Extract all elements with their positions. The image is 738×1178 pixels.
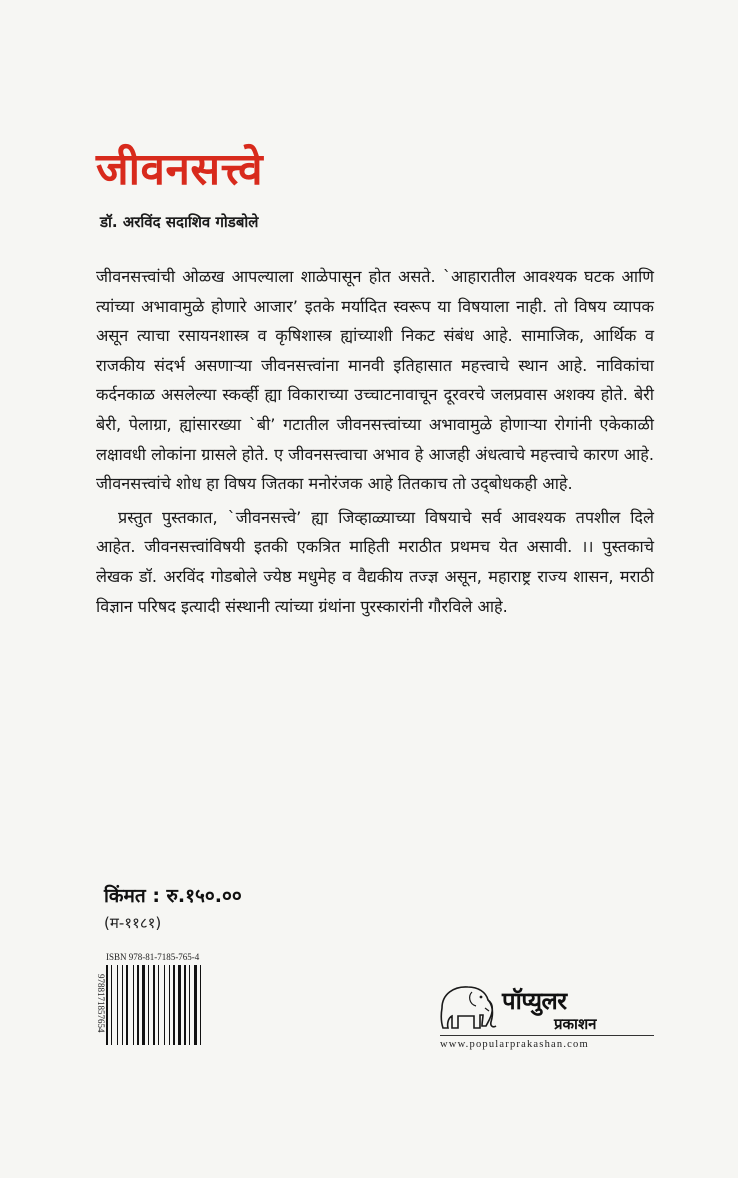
blurb-paragraph-1: जीवनसत्त्वांची ओळख आपल्याला शाळेपासून होत असते. `आहारातील आवश्यक घटक आणि त्यांच्या अभावामुळे होणारे आजार’ इतके मर्यादित स्वरूप या विषयाला नाही. तो विषय व्यापक असून त्याचा रसायनशास्त्र व कृषिशास्त्र ह्यांच्याशी निकट संबंध आहे. सामाजिक, आर्थिक व राजकीय संदर्भ असणाऱ्या जीवनसत्त्वांना मानवी इतिहासात महत्त्वाचे स्थान आहे. नाविकांचा कर्दनकाळ असलेल्या स्कर्व्ही ह्या विकाराच्या उच्चाटनावाचून दूरवरचे जलप्रवास अशक्य होते. बेरी बेरी, पेलाग्रा, ह्यांसारख्या `बी’ गटातील जीवनसत्त्वांच्या अभावामुळे होणाऱ्या रोगांनी एकेकाळी लक्षावधी लोकांना ग्रासले होते. ए जीवनसत्त्वाचा अभाव हे आजही अंधत्वाचे महत्त्वाचे कारण आहे. जीवनसत्त्वांचे शोध हा विषय जितका मनोरंजक आहे तितकाच तो उद्‌बोधकही आहे. [96, 267, 654, 494]
barcode-bar [129, 965, 132, 1045]
elephant-icon [436, 978, 498, 1034]
barcode-bar [150, 965, 152, 1045]
barcode-bar [122, 965, 123, 1045]
barcode [96, 952, 226, 1060]
barcode-bar [133, 965, 134, 1045]
barcode-bar [178, 965, 181, 1045]
blurb [96, 262, 654, 621]
barcode-bar [148, 965, 149, 1045]
barcode-bar [111, 965, 112, 1045]
barcode-bar [135, 965, 136, 1045]
isbn-text: ISBN 978-81-7185-765-4 [106, 952, 200, 962]
author-name: डॉ. अरविंद सदाशिव गोडबोले [100, 213, 259, 231]
barcode-bar [117, 965, 118, 1045]
barcode-bar [124, 965, 125, 1045]
publisher-name: पॉप्युलर [502, 987, 567, 1015]
publisher-logo [436, 978, 656, 1056]
barcode-bar [169, 965, 170, 1045]
barcode-bar [173, 965, 175, 1045]
barcode-bar [126, 965, 128, 1045]
barcode-bar [153, 965, 155, 1045]
barcode-bar [106, 965, 108, 1045]
barcode-bar [189, 965, 190, 1045]
barcode-bar [187, 965, 188, 1045]
barcode-bar [146, 965, 147, 1045]
barcode-bar [109, 965, 110, 1045]
barcode-bar [176, 965, 177, 1045]
price-label: किंमत : रु.१५०.०० [104, 885, 242, 907]
barcode-number: 9788171857654 [96, 974, 106, 1033]
barcode-bar [191, 965, 193, 1045]
barcode-bar [184, 965, 186, 1045]
barcode-bar [113, 965, 116, 1045]
barcode-bar [119, 965, 121, 1045]
catalog-code: (म-११८१) [104, 914, 162, 932]
publisher-sub: प्रकाशन [554, 1015, 597, 1033]
barcode-bar [200, 965, 201, 1045]
barcode-bar [194, 965, 197, 1045]
barcode-bar [198, 965, 199, 1045]
barcode-bar [142, 965, 145, 1045]
barcode-bar [166, 965, 168, 1045]
barcode-bar [160, 965, 163, 1045]
barcode-bar [140, 965, 141, 1045]
barcode-bar [202, 965, 204, 1045]
barcode-bar [156, 965, 157, 1045]
barcode-bar [182, 965, 183, 1045]
barcode-bar [137, 965, 139, 1045]
barcode-bars [106, 965, 226, 1045]
book-title: जीवनसत्त्वे [96, 144, 264, 195]
barcode-bar [171, 965, 172, 1045]
barcode-bar [158, 965, 159, 1045]
barcode-bar [164, 965, 165, 1045]
blurb-paragraph-2: प्रस्तुत पुस्तकात, `जीवनसत्त्वे’ ह्या जिव्हाळ्याच्या विषयाचे सर्व आवश्यक तपशील दिले आहेत. जीवनसत्त्वांविषयी इतकी एकत्रित माहिती मराठीत प्रथमच येत असावी. ।। पुस्तकाचे लेखक डॉ. अरविंद गोडबोले ज्येष्ठ मधुमेह व वैद्यकीय तज्ज्ञ असून, महाराष्ट्र राज्य शासन, मराठी विज्ञान परिषद इत्यादी संस्थानी त्यांच्या ग्रंथांना पुरस्कारांनी गौरविले आहे. [96, 507, 654, 616]
publisher-url: www.popularprakashan.com [440, 1039, 589, 1050]
publisher-divider [440, 1035, 654, 1036]
